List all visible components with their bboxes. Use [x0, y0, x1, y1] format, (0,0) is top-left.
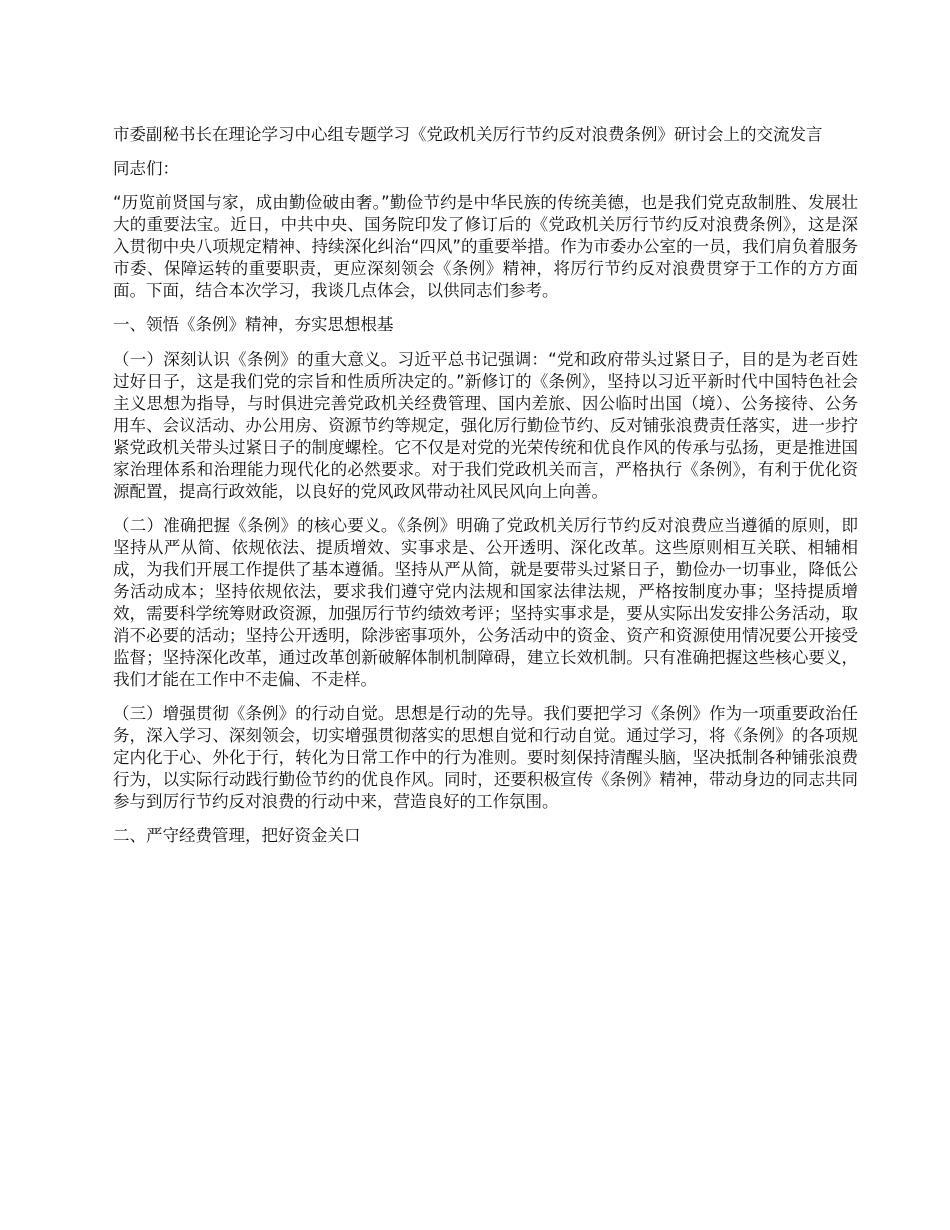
document-title: 市委副秘书长在理论学习中心组专题学习《党政机关厉行节约反对浪费条例》研讨会上的交流发言	[113, 125, 823, 144]
subsection-paragraph-1: （一）深刻认识《条例》的重大意义。习近平总书记强调：“党和政府带头过紧日子，目的是为老百姓过好日子，这是我们党的宗旨和性质所决定的。”新修订的《条例》，坚持以习近平新时代中国特色社会主义思想为指导，与时俱进完善党政机关经费管理、国内差旅、因公临时出国（境）、公务接待、公务用车、会议活动、办公用房、资源节约等规定，强化厉行勤俭节约、反对铺张浪费责任落实，进一步拧紧党政机关带头过紧日子的制度螺栓。它不仅是对党的光荣传统和优良作风的传承与弘扬，更是推进国家治理体系和治理能力现代化的必然要求。对于我们党政机关而言，严格执行《条例》，有利于优化资源配置，提高行政效能，以良好的党风政风带动社风民风向上向善。	[113, 350, 858, 501]
section-heading-2: 二、严守经费管理，把好资金关口	[113, 826, 361, 845]
subsection-paragraph-3: （三）增强贯彻《条例》的行动自觉。思想是行动的先导。我们要把学习《条例》作为一项重要政治任务，深入学习、深刻领会，切实增强贯彻落实的思想自觉和行动自觉。通过学习，将《条例》的各项规定内化于心、外化于行，转化为日常工作中的行为准则。要时刻保持清醒头脑，坚决抵制各种铺张浪费行为，以实际行动践行勤俭节约的优良作风。同时，还要积极宣传《条例》精神，带动身边的同志共同参与到厉行节约反对浪费的行动中来，营造良好的工作氛围。	[113, 704, 858, 811]
intro-paragraph: “历览前贤国与家，成由勤俭破由奢。”勤俭节约是中华民族的传统美德，也是我们党克敌制胜、发展壮大的重要法宝。近日，中共中央、国务院印发了修订后的《党政机关厉行节约反对浪费条例》，这是深入贯彻中央八项规定精神、持续深化纠治“四风”的重要举措。作为市委办公室的一员，我们肩负着服务市委、保障运转的重要职责，更应深刻领会《条例》精神，将厉行节约反对浪费贯穿于工作的方方面面。下面，结合本次学习，我谈几点体会，以供同志们参考。	[113, 193, 858, 300]
document-page	[113, 124, 858, 860]
subsection-paragraph-2: （二）准确把握《条例》的核心要义。《条例》明确了党政机关厉行节约反对浪费应当遵循的原则，即坚持从严从简、依规依法、提质增效、实事求是、公开透明、深化改革。这些原则相互关联、相辅相成，为我们开展工作提供了基本遵循。坚持从严从简，就是要带头过紧日子，勤俭办一切事业，降低公务活动成本；坚持依规依法，要求我们遵守党内法规和国家法律法规，严格按制度办事；坚持提质增效，需要科学统筹财政资源，加强厉行节约绩效考评；坚持实事求是，要从实际出发安排公务活动，取消不必要的活动；坚持公开透明，除涉密事项外，公务活动中的资金、资产和资源使用情况要公开接受监督；坚持深化改革，通过改革创新破解体制机制障碍，建立长效机制。只有准确把握这些核心要义，我们才能在工作中不走偏、不走样。	[113, 516, 858, 689]
section-heading-1: 一、领悟《条例》精神，夯实思想根基	[113, 315, 394, 334]
salutation: 同志们：	[113, 159, 179, 178]
